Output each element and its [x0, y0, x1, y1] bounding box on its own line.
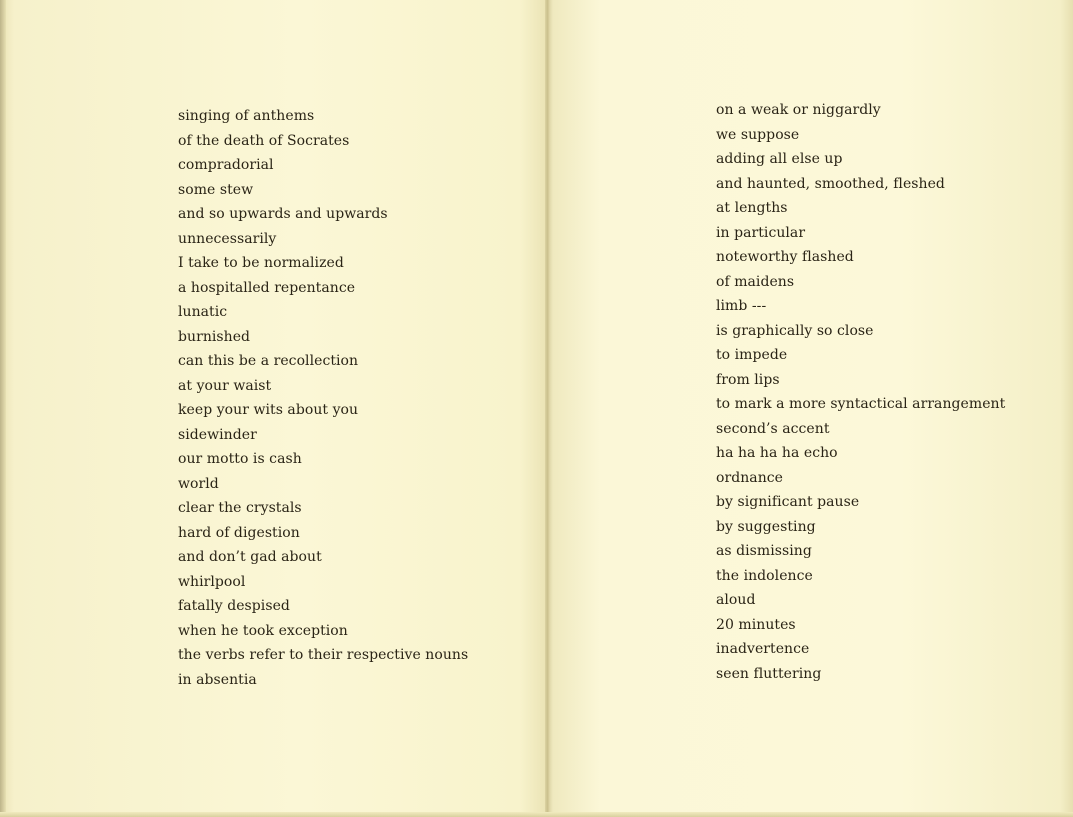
poem-line: I take to be normalized — [178, 255, 344, 271]
poem-line: a hospitalled repentance — [178, 279, 356, 296]
poem-line: some stew — [178, 181, 254, 198]
poem-line: as dismissing — [716, 543, 812, 559]
poem-line: our motto is cash — [178, 451, 302, 467]
left-page-poem — [178, 104, 468, 692]
poem-line: by significant pause — [716, 494, 860, 510]
poem-line: clear the crystals — [178, 500, 302, 516]
poem-line: can this be a recollection — [178, 353, 359, 369]
poem-line: we suppose — [716, 126, 800, 143]
poem-line: seen fluttering — [716, 665, 822, 682]
poem-line: compradorial — [178, 157, 274, 173]
poem-line: the verbs refer to their respective nouns — [178, 647, 469, 663]
poem-line: of the death of Socrates — [178, 132, 350, 149]
poem-line: hard of digestion — [178, 524, 300, 541]
poem-line: sidewinder — [178, 426, 257, 443]
poem-line: adding all else up — [716, 151, 843, 167]
poem-line: at lengths — [716, 200, 788, 216]
poem-line: aloud — [716, 592, 756, 608]
poem-line: at your waist — [178, 377, 272, 394]
poem-line: whirlpool — [178, 573, 246, 590]
poem-line: to impede — [716, 347, 788, 363]
poem-line: and so upwards and upwards — [178, 206, 388, 222]
poem-line: limb --- — [716, 298, 767, 314]
poem-line: by suggesting — [716, 518, 816, 535]
poem-line: is graphically so close — [716, 322, 874, 339]
poem-line: inadvertence — [716, 641, 810, 657]
poem-line: to mark a more syntactical arrangement — [716, 396, 1006, 412]
poem-line: on a weak or niggardly — [716, 102, 881, 118]
poem-line: singing of anthems — [178, 108, 315, 124]
poem-line: in particular — [716, 224, 806, 241]
poem-line: ha ha ha ha echo — [716, 445, 838, 461]
poem-line: and don’t gad about — [178, 549, 322, 565]
right-page-poem — [716, 98, 1005, 686]
poem-line: keep your wits about you — [178, 402, 359, 418]
poem-line: of maidens — [716, 273, 795, 290]
poem-line: and haunted, smoothed, fleshed — [716, 175, 945, 192]
poem-line: from lips — [716, 371, 780, 388]
poem-line: 20 minutes — [716, 616, 796, 633]
poem-line: the indolence — [716, 567, 813, 584]
poem-line: fatally despised — [178, 598, 290, 614]
poem-line: lunatic — [178, 304, 228, 320]
poem-line: ordnance — [716, 469, 783, 486]
poem-line: in absentia — [178, 671, 257, 688]
page-edge-bottom — [0, 812, 1073, 817]
poem-line: world — [178, 475, 219, 492]
poem-line: unnecessarily — [178, 230, 277, 247]
poem-line: second’s accent — [716, 420, 830, 437]
poem-line: burnished — [178, 328, 251, 345]
poem-line: noteworthy flashed — [716, 249, 854, 265]
poem-line: when he took exception — [178, 622, 348, 639]
